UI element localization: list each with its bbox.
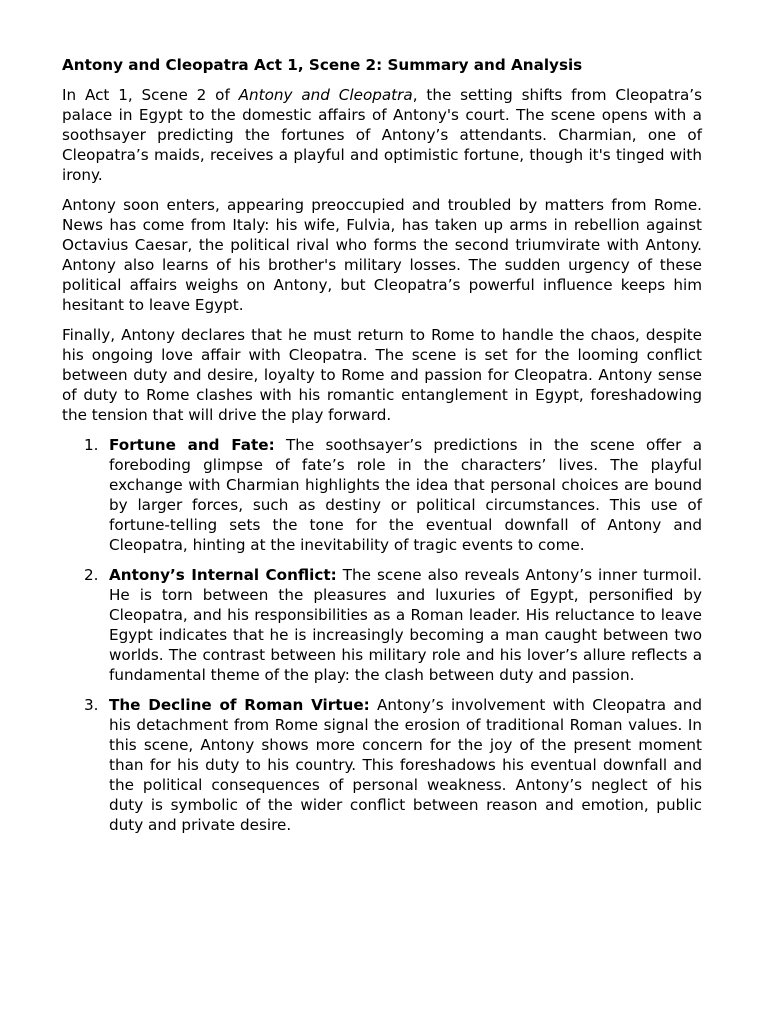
list-item-term: The Decline of Roman Virtue: <box>109 696 370 714</box>
play-title-italic: Antony and Cleopatra <box>238 86 413 104</box>
list-item-number: 3. <box>84 696 99 714</box>
list-item-text: Antony’s involvement with Cleopatra and his detachment from Rome signal the erosion of traditional Roman values. In this scene, Antony shows more concern for the joy of the present moment than for his duty to his country. This foreshadows his eventual downfall and the political consequences of personal weakness. Antony’s neglect of his duty is symbolic of the wider conflict between reason and emotion, public duty and private desire. <box>109 696 702 834</box>
list-item <box>62 565 702 685</box>
paragraph-intro-before: In Act 1, Scene 2 of <box>62 86 239 104</box>
list-item-number: 2. <box>84 566 99 584</box>
list-item <box>62 695 702 835</box>
list-item-term: Antony’s Internal Conflict: <box>109 566 337 584</box>
list-item-text: The scene also reveals Antony’s inner turmoil. He is torn between the pleasures and luxuries of Egypt, personified by Cleopatra, and his responsibilities as a Roman leader. His reluctance to leave Egypt indicates that he is increasingly becoming a man caught between two worlds. The contrast between his military role and his lover’s allure reflects a fundamental theme of the play: the clash between duty and passion. <box>109 566 702 684</box>
paragraph-antony-declares: Finally, Antony declares that he must return to Rome to handle the chaos, despite his ongoing love affair with Cleopatra. The scene is set for the looming conflict between duty and desire, loyalty to Rome and passion for Cleopatra. Antony sense of duty to Rome clashes with his romantic entanglement in Egypt, foreshadowing the tension that will drive the play forward. <box>62 326 702 424</box>
list-item-number: 1. <box>84 436 99 454</box>
document-page <box>62 55 702 845</box>
document-title: Antony and Cleopatra Act 1, Scene 2: Summary and Analysis <box>62 56 583 74</box>
list-item <box>62 435 702 555</box>
paragraph-antony-enters: Antony soon enters, appearing preoccupied and troubled by matters from Rome. News has come from Italy: his wife, Fulvia, has taken up arms in rebellion against Octavius Caesar, the political rival who forms the second triumvirate with Antony. Antony also learns of his brother's military losses. The sudden urgency of these political affairs weighs on Antony, but Cleopatra’s powerful influence keeps him hesitant to leave Egypt. <box>62 196 702 314</box>
list-item-text: The soothsayer’s predictions in the scene offer a foreboding glimpse of fate’s role in the characters’ lives. The playful exchange with Charmian highlights the idea that personal choices are bound by larger forces, such as destiny or political circumstances. This use of fortune-telling sets the tone for the eventual downfall of Antony and Cleopatra, hinting at the inevitability of tragic events to come. <box>109 436 702 554</box>
paragraph-intro-after: , the setting shifts from Cleopatra’s palace in Egypt to the domestic affairs of Antony's court. The scene opens with a soothsayer predicting the fortunes of Antony’s attendants. Charmian, one of Cleopatra’s maids, receives a playful and optimistic fortune, though it's tinged with irony. <box>62 86 702 184</box>
analysis-list <box>62 435 702 835</box>
list-item-term: Fortune and Fate: <box>109 436 275 454</box>
paragraph-intro <box>62 85 702 185</box>
